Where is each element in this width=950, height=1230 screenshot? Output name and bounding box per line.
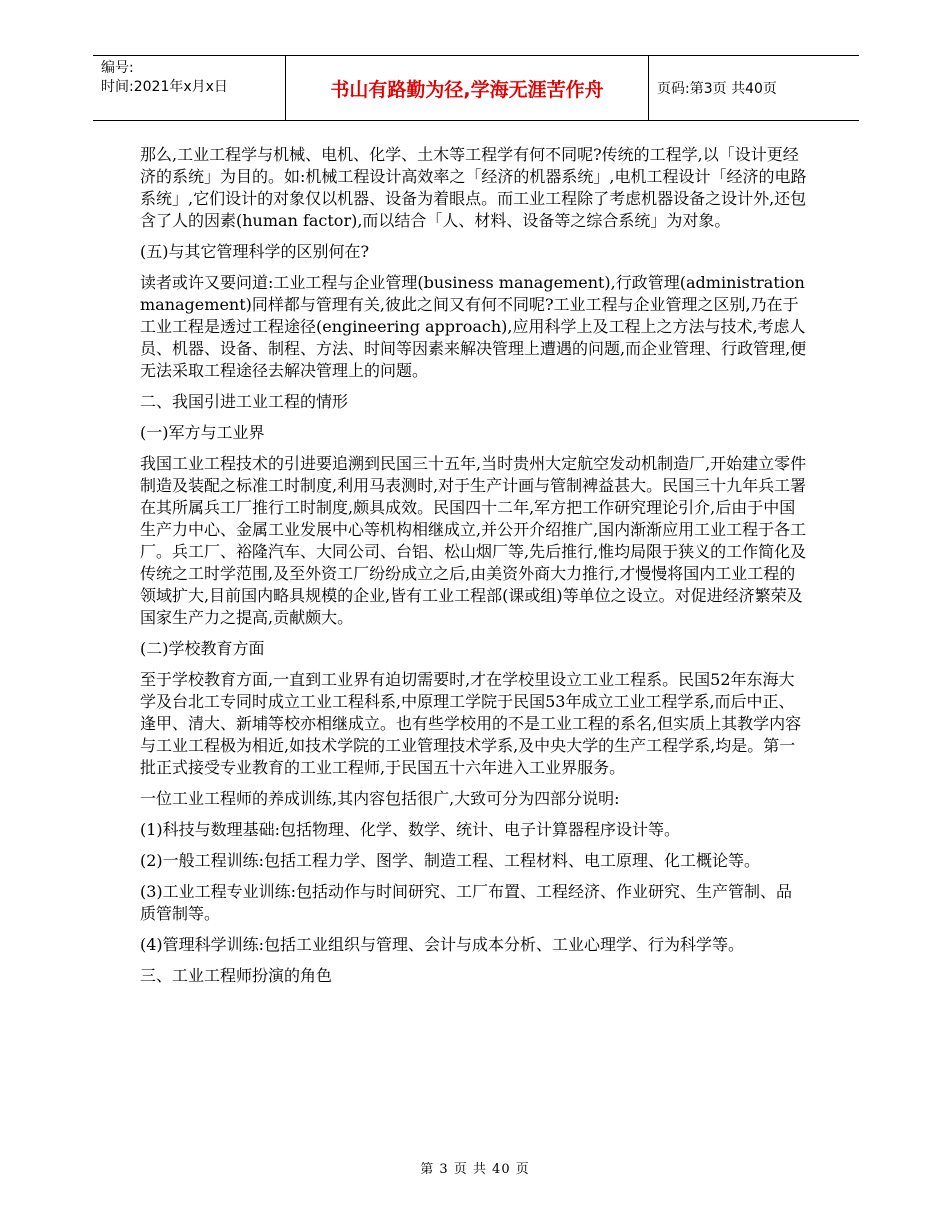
- paragraph: 读者或许又要问道:工业工程与企业管理(business management),行政管理(administration management)同样都与管理有关,彼此之间又有何不同呢?工业工程与企业管理之区别,乃在于工业工程是透过工程途径(engineering approach),应用科学上及工程上之方法与技术,考虑人员、机器、设备、制程、方法、时间等因素来解决管理上遭遇的问题,而企业管理、行政管理,便无法采取工程途径去解决管理上的问题。: [140, 273, 807, 380]
- document-number-label: 编号:: [101, 60, 134, 76]
- header-page-label: 页码:第3页 共40页: [657, 81, 777, 97]
- section-heading: 三、工业工程师扮演的角色: [140, 966, 333, 985]
- list-item: (2)一般工程训练:包括工程力学、图学、制造工程、工程材料、电工原理、化工概论等。: [140, 851, 761, 870]
- section-heading: 二、我国引进工业工程的情形: [140, 392, 349, 411]
- paragraph: 我国工业工程技术的引进要追溯到民国三十五年,当时贵州大定航空发动机制造厂,开始建立零件制造及装配之标准工时制度,利用马表测时,对于生产计画与管制裨益甚大。民国三十九年兵工署在其所属兵工厂推行工时制度,颇具成效。民国四十二年,军方把工作研究理论引介,后由于中国生产力中心、金属工业发展中心等机构相继成立,并公开介绍推广,国内渐渐应用工业工程于各工厂。兵工厂、裕隆汽车、大同公司、台铝、松山烟厂等,先后推行,惟均局限于狭义的工作简化及传统之工时学范围,及至外资工厂纷纷成立之后,由美资外商大力推行,才慢慢将国内工业工程的领域扩大,目前国内略具规模的企业,皆有工业工程部(课或组)等单位之设立。对促进经济繁荣及国家生产力之提高,贡献颇大。: [140, 454, 807, 627]
- section-heading: (二)学校教育方面: [140, 639, 265, 658]
- list-item: (1)科技与数理基础:包括物理、化学、数学、统计、电子计算器程序设计等。: [140, 820, 681, 839]
- document-time-label: 时间:2021年x月x日: [101, 79, 228, 95]
- page-header: [93, 55, 859, 121]
- paragraph: 一位工业工程师的养成训练,其内容包括很广,大致可分为四部分说明:: [140, 789, 620, 808]
- header-motto: 书山有路勤为径,学海无涯苦作舟: [285, 56, 649, 120]
- list-item: (4)管理科学训练:包括工业组织与管理、会计与成本分析、工业心理学、行为科学等。: [140, 935, 745, 954]
- header-info: [93, 56, 285, 120]
- section-heading: (五)与其它管理科学的区别何在?: [140, 242, 370, 261]
- paragraph: 至于学校教育方面,一直到工业界有迫切需要时,才在学校里设立工业工程系。民国52年东海大学及台北工专同时成立工业工程科系,中原理工学院于民国53年成立工业工程学系,而后中正、逢甲、清大、新埔等校亦相继成立。也有些学校用的不是工业工程的系名,但实质上其教学内容与工业工程极为相近,如技术学院的工业管理技术学系,及中央大学的生产工程学系,均是。第一批正式接受专业教育的工业工程师,于民国五十六年进入工业界服务。: [140, 670, 802, 777]
- section-heading: (一)军方与工业界: [140, 423, 265, 442]
- document-body: [140, 144, 808, 996]
- page-footer: 第 3 页 共 40 页: [420, 1162, 530, 1177]
- list-item: (3)工业工程专业训练:包括动作与时间研究、工厂布置、工程经济、作业研究、生产管制、品质管制等。: [140, 882, 793, 923]
- paragraph: 那么,工业工程学与机械、电机、化学、土木等工程学有何不同呢?传统的工程学,以「设计更经济的系统」为目的。如:机械工程设计高效率之「经济的机器系统」,电机工程设计「经济的电路系统」,它们设计的对象仅以机器、设备为着眼点。而工业工程除了考虑机器设备之设计外,还包含了人的因素(human factor),而以结合「人、材料、设备等之综合系统」为对象。: [140, 145, 807, 230]
